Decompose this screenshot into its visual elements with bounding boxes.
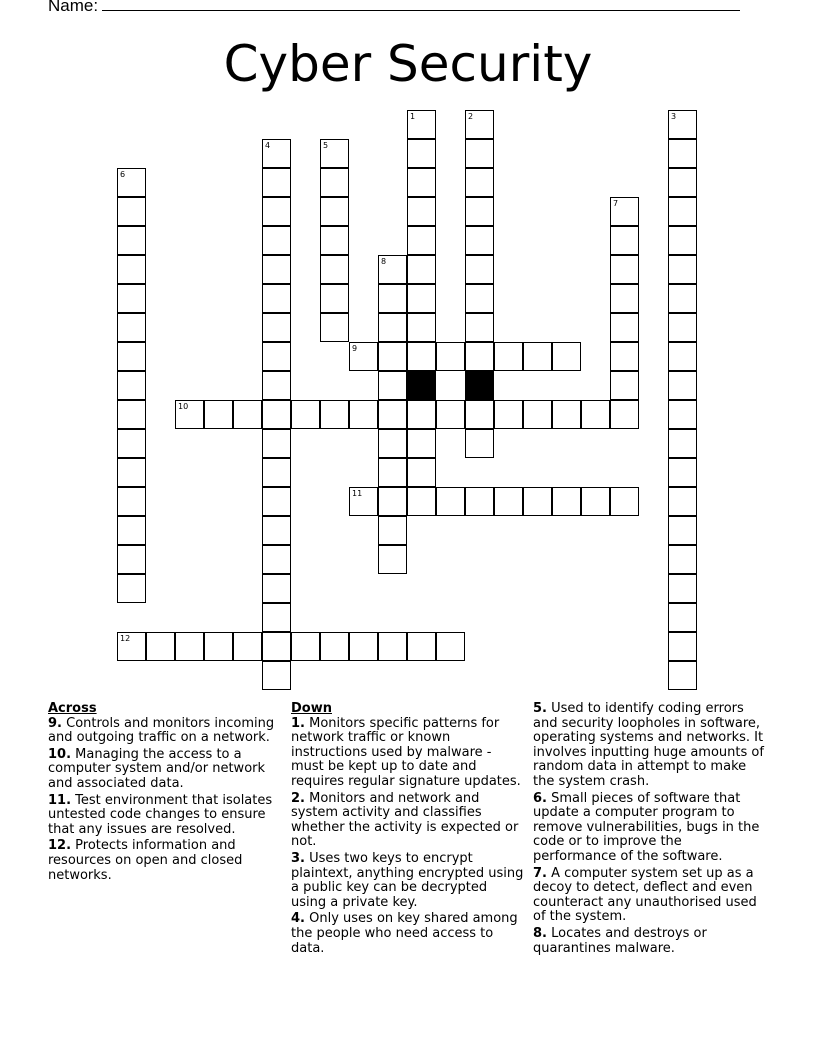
crossword-cell[interactable] xyxy=(117,284,146,313)
crossword-cell[interactable] xyxy=(349,632,378,661)
crossword-cell[interactable] xyxy=(610,371,639,400)
clue-item xyxy=(533,792,769,865)
crossword-cell[interactable] xyxy=(610,487,639,516)
crossword-cell[interactable] xyxy=(465,342,494,371)
crossword-cell[interactable] xyxy=(668,516,697,545)
crossword-cell[interactable] xyxy=(117,458,146,487)
clue-number: 4 xyxy=(265,141,271,150)
crossword-cell[interactable] xyxy=(378,516,407,545)
clue-item-number: 12. xyxy=(48,838,72,854)
clue-item-number: 9. xyxy=(48,715,62,731)
crossword-cell[interactable] xyxy=(610,226,639,255)
crossword-cell[interactable] xyxy=(407,400,436,429)
crossword-cell[interactable] xyxy=(407,429,436,458)
crossword-cell[interactable] xyxy=(262,226,291,255)
crossword-cell[interactable] xyxy=(668,342,697,371)
crossword-cell[interactable] xyxy=(233,400,262,429)
across-clues xyxy=(48,702,280,885)
crossword-cell[interactable] xyxy=(407,313,436,342)
crossword-cell[interactable] xyxy=(494,487,523,516)
crossword-cell[interactable] xyxy=(204,632,233,661)
crossword-cell[interactable] xyxy=(320,139,349,168)
clue-item-number: 2. xyxy=(291,790,305,806)
crossword-cell[interactable] xyxy=(204,400,233,429)
crossword-cell[interactable] xyxy=(349,487,378,516)
clue-item xyxy=(291,852,526,910)
crossword-cell[interactable] xyxy=(552,400,581,429)
crossword-cell[interactable] xyxy=(552,342,581,371)
crossword-cell[interactable] xyxy=(378,313,407,342)
crossword-cell[interactable] xyxy=(668,168,697,197)
crossword-cell[interactable] xyxy=(117,313,146,342)
clue-number: 10 xyxy=(178,402,189,411)
crossword-cell[interactable] xyxy=(233,632,262,661)
crossword-cell[interactable] xyxy=(262,342,291,371)
crossword-cell[interactable] xyxy=(552,487,581,516)
crossword-cell[interactable] xyxy=(610,284,639,313)
crossword-cell[interactable] xyxy=(465,284,494,313)
crossword-cell[interactable] xyxy=(291,632,320,661)
clue-item xyxy=(48,839,280,883)
crossword-cell[interactable] xyxy=(175,632,204,661)
black-square xyxy=(465,371,494,400)
crossword-cell[interactable] xyxy=(378,342,407,371)
clue-number: 8 xyxy=(381,257,387,266)
clue-item-number: 3. xyxy=(291,850,305,866)
crossword-cell[interactable] xyxy=(378,255,407,284)
crossword-cell[interactable] xyxy=(378,545,407,574)
crossword-cell[interactable] xyxy=(407,255,436,284)
crossword-cell[interactable] xyxy=(262,255,291,284)
crossword-cell[interactable] xyxy=(465,429,494,458)
name-label: Name: xyxy=(48,0,99,15)
clue-number: 5 xyxy=(323,141,329,150)
crossword-cell[interactable] xyxy=(117,255,146,284)
clue-item xyxy=(291,717,526,790)
down-clues-continued xyxy=(533,702,769,958)
crossword-cell[interactable] xyxy=(465,197,494,226)
crossword-cell[interactable] xyxy=(262,400,291,429)
clue-item-number: 11. xyxy=(48,792,72,808)
crossword-cell[interactable] xyxy=(262,197,291,226)
clue-item-text: Protects information and resources on open and closed networks. xyxy=(48,838,243,883)
clue-item xyxy=(48,748,280,792)
crossword-cell[interactable] xyxy=(262,632,291,661)
clue-item xyxy=(291,792,526,850)
clue-item-number: 1. xyxy=(291,715,305,731)
crossword-cell[interactable] xyxy=(117,487,146,516)
clue-item xyxy=(48,717,280,746)
crossword-cell[interactable] xyxy=(407,197,436,226)
clue-item-text: Controls and monitors incoming and outgoing traffic on a network. xyxy=(48,715,275,746)
crossword-cell[interactable] xyxy=(146,632,175,661)
down-heading: Down xyxy=(291,701,332,716)
crossword-cell[interactable] xyxy=(436,487,465,516)
clue-item-text: Test environment that isolates untested code changes to ensure that any issues are resolved. xyxy=(48,792,273,837)
crossword-cell[interactable] xyxy=(407,342,436,371)
clue-item-text: Only uses on key shared among the people who need access to data. xyxy=(291,911,518,956)
crossword-cell[interactable] xyxy=(262,284,291,313)
crossword-cell[interactable] xyxy=(320,197,349,226)
crossword-cell[interactable] xyxy=(465,168,494,197)
crossword-cell[interactable] xyxy=(523,342,552,371)
crossword-cell[interactable] xyxy=(262,168,291,197)
clue-number: 1 xyxy=(410,112,416,121)
crossword-cell[interactable] xyxy=(320,400,349,429)
crossword-cell[interactable] xyxy=(262,487,291,516)
clue-item xyxy=(533,702,769,790)
clue-item-text: Used to identify coding errors and security loopholes in software, operating systems and networks. It involves inputting huge amounts of random data in attempt to make the system crash. xyxy=(533,701,764,789)
crossword-cell[interactable] xyxy=(320,632,349,661)
clue-item-text: Managing the access to a computer system and/or network and associated data. xyxy=(48,746,266,791)
clue-item-number: 5. xyxy=(533,701,547,716)
crossword-cell[interactable] xyxy=(668,429,697,458)
crossword-cell[interactable] xyxy=(610,255,639,284)
crossword-cell[interactable] xyxy=(668,284,697,313)
crossword-cell[interactable] xyxy=(523,487,552,516)
crossword-cell[interactable] xyxy=(581,400,610,429)
crossword-cell[interactable] xyxy=(407,458,436,487)
crossword-cell[interactable] xyxy=(117,545,146,574)
clue-number: 7 xyxy=(613,199,619,208)
crossword-cell[interactable] xyxy=(465,110,494,139)
crossword-cell[interactable] xyxy=(262,139,291,168)
crossword-cell[interactable] xyxy=(407,168,436,197)
crossword-cell[interactable] xyxy=(262,313,291,342)
crossword-cell[interactable] xyxy=(117,516,146,545)
crossword-cell[interactable] xyxy=(378,458,407,487)
clue-item-number: 4. xyxy=(291,911,305,927)
crossword-cell[interactable] xyxy=(320,168,349,197)
crossword-cell[interactable] xyxy=(262,574,291,603)
crossword-cell[interactable] xyxy=(610,197,639,226)
crossword-cell[interactable] xyxy=(378,284,407,313)
crossword-cell[interactable] xyxy=(262,603,291,632)
crossword-cell[interactable] xyxy=(349,400,378,429)
crossword-cell[interactable] xyxy=(407,139,436,168)
crossword-cell[interactable] xyxy=(668,139,697,168)
crossword-cell[interactable] xyxy=(291,400,320,429)
crossword-cell[interactable] xyxy=(378,487,407,516)
crossword-cell[interactable] xyxy=(465,400,494,429)
down-clues xyxy=(291,702,526,958)
crossword-cell[interactable] xyxy=(668,110,697,139)
crossword-cell[interactable] xyxy=(436,400,465,429)
crossword-cell[interactable] xyxy=(175,400,204,429)
clue-number: 6 xyxy=(120,170,126,179)
crossword-cell[interactable] xyxy=(320,255,349,284)
crossword-cell[interactable] xyxy=(465,139,494,168)
crossword-cell[interactable] xyxy=(668,197,697,226)
crossword-cell[interactable] xyxy=(262,516,291,545)
crossword-cell[interactable] xyxy=(668,603,697,632)
clue-item xyxy=(533,927,769,956)
clue-item-text: A computer system set up as a decoy to detect, deflect and even counteract any unauthorised used of the system. xyxy=(533,865,757,925)
clue-item-text: Monitors specific patterns for network traffic or known instructions used by malware - must be kept up to date and requires regular signature updates. xyxy=(291,715,521,789)
crossword-cell[interactable] xyxy=(378,632,407,661)
page-title: Cyber Security xyxy=(223,35,593,93)
clue-item xyxy=(291,912,526,956)
crossword-cell[interactable] xyxy=(465,255,494,284)
black-square xyxy=(407,371,436,400)
crossword-cell[interactable] xyxy=(465,487,494,516)
crossword-cell[interactable] xyxy=(407,632,436,661)
clue-item-number: 10. xyxy=(48,746,72,762)
crossword-cell[interactable] xyxy=(494,342,523,371)
crossword-cell[interactable] xyxy=(436,342,465,371)
crossword-cell[interactable] xyxy=(378,429,407,458)
crossword-cell[interactable] xyxy=(610,400,639,429)
clue-item-text: Uses two keys to encrypt plaintext, anything encrypted using a public key can be decrypted using a private key. xyxy=(291,850,524,910)
crossword-cell[interactable] xyxy=(668,313,697,342)
crossword-cell[interactable] xyxy=(117,197,146,226)
clue-item-text: Monitors and network and system activity and classifies whether the activity is expected or not. xyxy=(291,790,519,850)
crossword-cell[interactable] xyxy=(668,226,697,255)
crossword-cell[interactable] xyxy=(117,342,146,371)
clue-number: 12 xyxy=(120,634,131,643)
clue-item xyxy=(48,794,280,838)
clue-number: 11 xyxy=(352,489,363,498)
crossword-cell[interactable] xyxy=(436,632,465,661)
crossword-cell[interactable] xyxy=(117,371,146,400)
clue-item-number: 7. xyxy=(533,865,547,881)
crossword-cell[interactable] xyxy=(262,545,291,574)
crossword-cell[interactable] xyxy=(117,168,146,197)
crossword-cell[interactable] xyxy=(407,226,436,255)
crossword-cell[interactable] xyxy=(320,226,349,255)
crossword-cell[interactable] xyxy=(320,284,349,313)
crossword-cell[interactable] xyxy=(668,487,697,516)
clue-number: 2 xyxy=(468,112,474,121)
crossword-cell[interactable] xyxy=(262,429,291,458)
crossword-cell[interactable] xyxy=(668,574,697,603)
crossword-cell[interactable] xyxy=(668,400,697,429)
crossword-cell[interactable] xyxy=(320,313,349,342)
crossword-cell[interactable] xyxy=(668,255,697,284)
clue-item xyxy=(533,867,769,925)
clue-item-number: 6. xyxy=(533,790,547,806)
crossword-cell[interactable] xyxy=(610,313,639,342)
crossword-cell[interactable] xyxy=(668,371,697,400)
crossword-cell[interactable] xyxy=(349,342,378,371)
crossword-cell[interactable] xyxy=(378,400,407,429)
crossword-cell[interactable] xyxy=(407,487,436,516)
crossword-cell[interactable] xyxy=(117,574,146,603)
crossword-cell[interactable] xyxy=(581,487,610,516)
crossword-cell[interactable] xyxy=(610,342,639,371)
crossword-cell[interactable] xyxy=(117,429,146,458)
crossword-cell[interactable] xyxy=(668,545,697,574)
crossword-cell[interactable] xyxy=(668,458,697,487)
crossword-cell[interactable] xyxy=(465,313,494,342)
crossword-cell[interactable] xyxy=(378,371,407,400)
crossword-cell[interactable] xyxy=(117,226,146,255)
crossword-cell[interactable] xyxy=(117,632,146,661)
crossword-cell[interactable] xyxy=(262,458,291,487)
clue-number: 9 xyxy=(352,344,358,353)
crossword-cell[interactable] xyxy=(117,400,146,429)
crossword-cell[interactable] xyxy=(262,661,291,690)
crossword-cell[interactable] xyxy=(262,371,291,400)
crossword-cell[interactable] xyxy=(494,400,523,429)
crossword-cell[interactable] xyxy=(523,400,552,429)
clue-item-text: Locates and destroys or quarantines malware. xyxy=(533,925,707,956)
crossword-cell[interactable] xyxy=(668,661,697,690)
crossword-cell[interactable] xyxy=(407,284,436,313)
crossword-cell[interactable] xyxy=(465,226,494,255)
clue-item-number: 8. xyxy=(533,925,547,941)
across-heading: Across xyxy=(48,701,97,716)
clue-number: 3 xyxy=(671,112,677,121)
crossword-cell[interactable] xyxy=(407,110,436,139)
crossword-cell[interactable] xyxy=(668,632,697,661)
clue-item-text: Small pieces of software that update a computer program to remove vulnerabilities, bugs in the code or to improve the performance of the software. xyxy=(533,790,760,864)
